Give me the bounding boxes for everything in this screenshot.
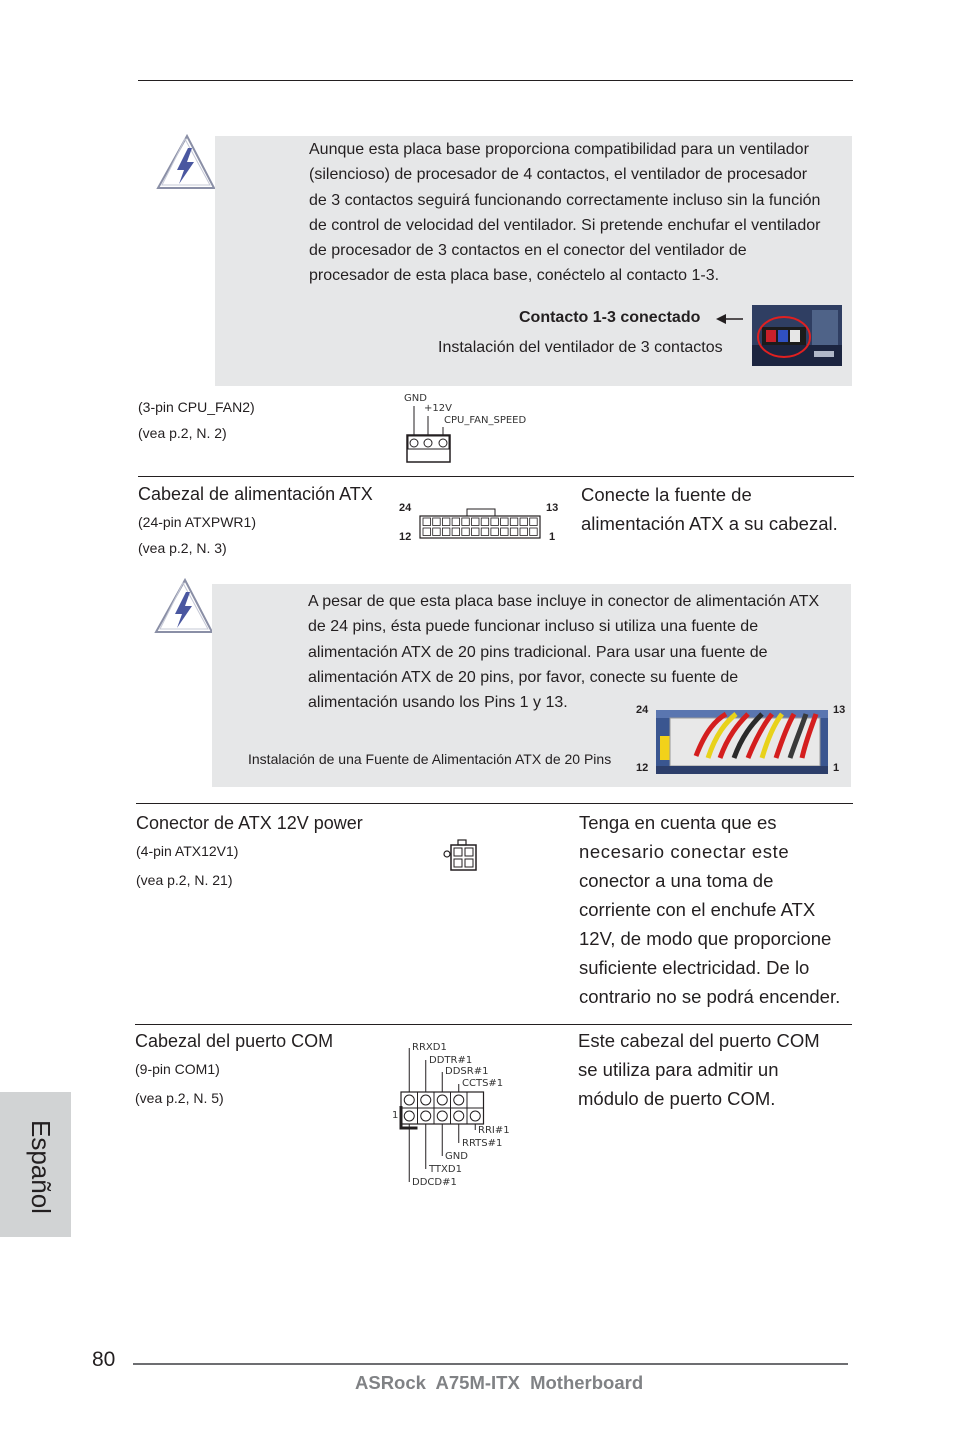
note-line: procesador de esta placa base, conéctelo al contacto 1-3. <box>309 267 720 285</box>
desc-line: conector a una toma de <box>579 870 774 891</box>
desc-line: contrario no se podrá encender. <box>579 986 841 1007</box>
atxpwr-ref: (vea p.2, N. 3) <box>138 540 227 556</box>
note-line: (silencioso) de procesador de 4 contactos, el ventilador de procesador <box>309 166 808 184</box>
cpu-fan2-diagram <box>400 392 550 464</box>
atx12v-pin: (4-pin ATX12V1) <box>136 843 239 859</box>
pin-num-12: 12 <box>399 531 412 543</box>
atx12v-ref: (vea p.2, N. 21) <box>136 872 233 888</box>
com-desc <box>578 1026 820 1113</box>
atxpwr-pin: (24-pin ATXPWR1) <box>138 514 256 530</box>
cpu-fan2-ref: (vea p.2, N. 2) <box>138 425 227 441</box>
com-label-gnd: GND <box>445 1151 468 1162</box>
pin-label-12v: +12V <box>424 403 452 414</box>
pin-connected-label: Contacto 1-3 conectado <box>519 309 701 326</box>
desc-line: Tenga en cuenta que es <box>579 812 777 833</box>
note-line: de control de velocidad del ventilador. Si pretende enchufar el ventilador <box>309 216 821 234</box>
note-text-atx20 <box>308 589 819 715</box>
atxpwr-diagram <box>396 500 564 550</box>
atx12v-desc <box>579 808 840 1011</box>
com-pin1-label: 1 <box>392 1110 399 1121</box>
atxpwr-desc <box>581 480 838 538</box>
atx12v-diagram <box>441 838 481 872</box>
note-line: de 3 contactos seguirá funcionando correctamente incluso sin la función <box>309 191 821 209</box>
note-line: A pesar de que esta placa base incluye in conector de alimentación ATX <box>308 593 820 610</box>
desc-line: módulo de puerto COM. <box>578 1088 776 1109</box>
atx20-photo <box>656 710 828 774</box>
com-label-ttxd1: TTXD1 <box>429 1164 462 1175</box>
atx20-photo-group <box>632 702 850 782</box>
com-pin: (9-pin COM1) <box>135 1061 220 1077</box>
pin-num-1: 1 <box>833 762 840 774</box>
pin-num-13: 13 <box>546 502 559 514</box>
footer-rule <box>133 1363 848 1365</box>
desc-line: Conecte la fuente de <box>581 484 752 505</box>
cpu-fan2-pin: (3-pin CPU_FAN2) <box>138 399 255 415</box>
atx20-caption: Instalación de una Fuente de Alimentación ATX de 20 Pins <box>248 751 612 767</box>
note-line: alimentación ATX de 20 pins tradicional. Para usar una fuente de <box>308 643 768 661</box>
section-rule <box>136 803 853 804</box>
side-language-label: Español <box>26 1120 56 1214</box>
com-ref: (vea p.2, N. 5) <box>135 1090 224 1106</box>
note-text-fan <box>309 137 820 289</box>
com-label-ddcd1: DDCD#1 <box>412 1177 457 1188</box>
fan-install-caption: Instalación del ventilador de 3 contactos <box>438 339 723 356</box>
pin-num-12: 12 <box>636 762 649 774</box>
desc-line: 12V, de modo que proporcione <box>579 928 832 949</box>
com-label-rrts1: RRTS#1 <box>462 1138 503 1149</box>
section-rule <box>138 476 854 477</box>
com-label-rrxd1: RRXD1 <box>412 1042 447 1053</box>
desc-line: se utiliza para admitir un <box>578 1059 779 1080</box>
pin-label-fan-speed: CPU_FAN_SPEED <box>444 415 527 426</box>
note-line: alimentación ATX de 20 pins, por favor, conecte su fuente de <box>308 668 739 686</box>
com-label-ddsr1: DDSR#1 <box>445 1066 489 1077</box>
warning-icon <box>154 134 216 192</box>
com-title: Cabezal del puerto COM <box>135 1031 334 1051</box>
atx12v-title: Conector de ATX 12V power <box>136 813 363 833</box>
com-label-ccts1: CCTS#1 <box>462 1078 504 1089</box>
pin-label-gnd: GND <box>404 393 427 404</box>
desc-line: suficiente electricidad. De lo <box>579 957 810 978</box>
note-line: alimentación usando los Pins 1 y 13. <box>308 694 568 712</box>
com-label-rri1: RRI#1 <box>478 1125 510 1136</box>
desc-line: alimentación ATX a su cabezal. <box>581 513 838 534</box>
com-diagram <box>390 1040 530 1192</box>
desc-line: necesario conectar este <box>579 841 790 862</box>
com-label-ddtr1: DDTR#1 <box>429 1055 473 1066</box>
fan-header-photo <box>752 305 842 366</box>
note-line: de procesador de 3 contactos en el conector del ventilador de <box>309 242 747 260</box>
pin-num-13: 13 <box>833 704 846 716</box>
atxpwr-title: Cabezal de alimentación ATX <box>138 484 373 504</box>
pin-num-24: 24 <box>636 704 649 716</box>
note-line: de 24 pins, ésta puede funcionar incluso si utiliza una fuente de <box>308 618 759 636</box>
section-rule <box>135 1024 852 1025</box>
footer-product: ASRock A75M-ITX Motherboard <box>355 1372 644 1393</box>
desc-line: Este cabezal del puerto COM <box>578 1030 820 1051</box>
warning-icon <box>152 578 214 636</box>
pin-num-24: 24 <box>399 502 412 514</box>
page-number: 80 <box>92 1348 116 1371</box>
desc-line: corriente con el enchufe ATX <box>579 899 816 920</box>
note-line: Aunque esta placa base proporciona compatibilidad para un ventilador <box>309 141 809 158</box>
pin-num-1: 1 <box>549 531 556 543</box>
top-rule <box>138 80 853 81</box>
arrow-left-icon <box>716 312 744 326</box>
